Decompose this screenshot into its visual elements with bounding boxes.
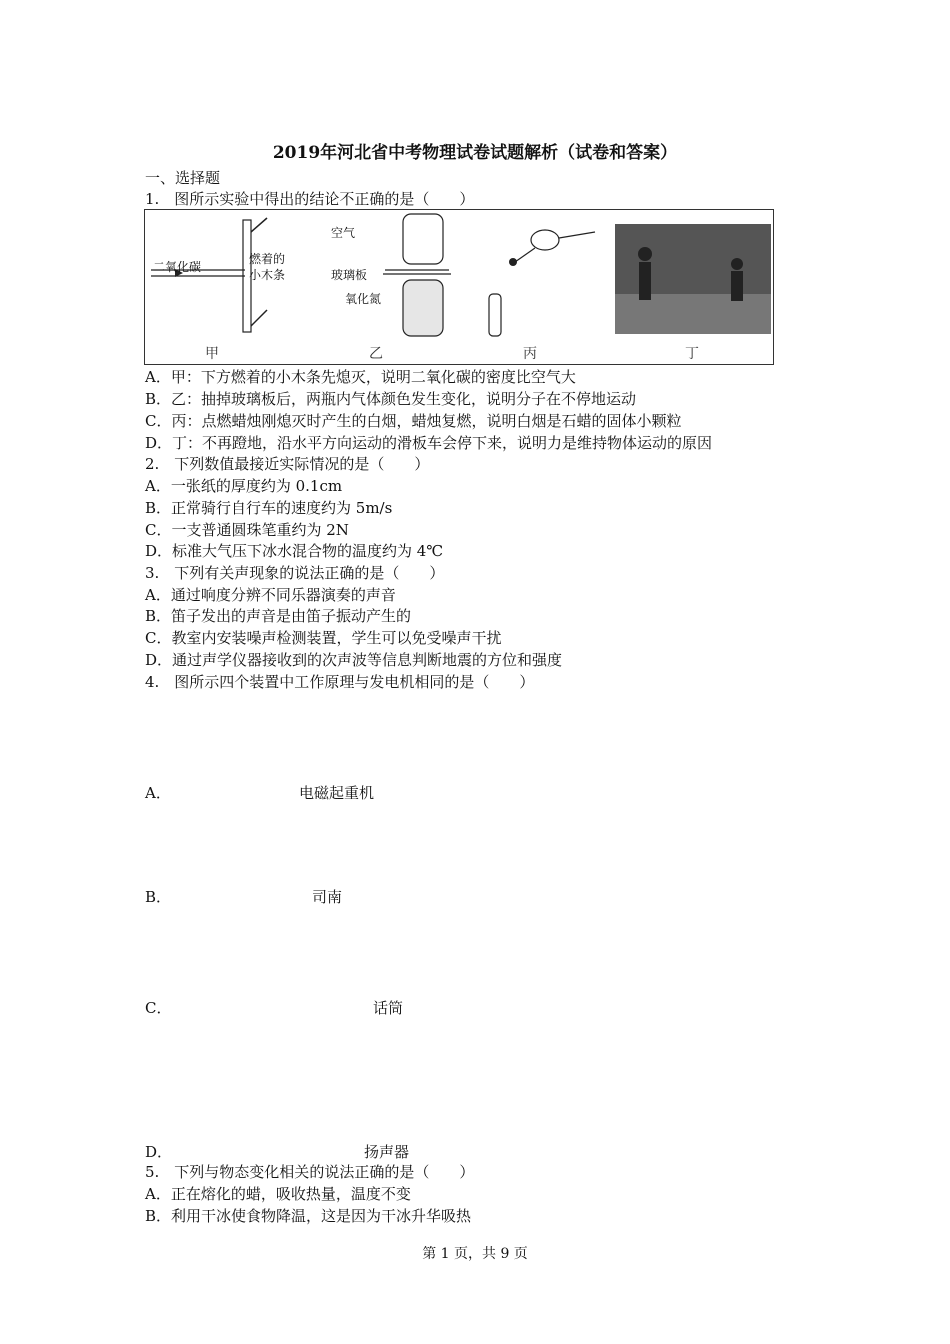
burning-label: 燃着的: [249, 252, 286, 266]
q2-option-c: C．一支普通圆珠笔重约为 2N: [145, 521, 349, 539]
page-footer: 第 1 页，共 9 页: [422, 1246, 528, 1262]
question-1-stem: 1. 图所示实验中得出的结论不正确的是（ ）: [145, 190, 475, 208]
q4-option-a-caption: 电磁起重机: [299, 784, 375, 802]
q1-option-c: C．丙：点燃蜡烛刚熄灭时产生的白烟，蜡烛复燃，说明白烟是石蜡的固体小颗粒: [145, 412, 682, 430]
question-5-stem: 5. 下列与物态变化相关的说法正确的是（ ）: [145, 1163, 475, 1181]
question-1-figure: [144, 209, 774, 365]
air-label: 空气: [331, 226, 356, 240]
q5-option-b: B．利用干冰使食物降温，这是因为干冰升华吸热: [145, 1207, 472, 1225]
question-2-stem: 2. 下列数值最接近实际情况的是（ ）: [145, 455, 430, 473]
q1-option-b: B．乙：抽掉玻璃板后，两瓶内气体颜色发生变化，说明分子在不停地运动: [145, 390, 637, 408]
experiment-ding-photo: [615, 224, 771, 334]
experiment-bing-diagram: [475, 210, 605, 345]
q4-option-d-letter: D．: [145, 1143, 173, 1161]
q4-option-c-letter: C．: [145, 999, 172, 1017]
page-title: 2019年河北省中考物理试卷试题解析（试卷和答案）: [272, 143, 678, 163]
question-3-stem: 3. 下列有关声现象的说法正确的是（ ）: [145, 564, 445, 582]
q3-option-d: D．通过声学仪器接收到的次声波等信息判断地震的方位和强度: [145, 651, 563, 669]
q4-option-d-caption: 扬声器: [364, 1143, 410, 1161]
q1-option-a: A．甲：下方燃着的小木条先熄灭，说明二氧化碳的密度比空气大: [145, 368, 576, 386]
q4-option-a-letter: A．: [145, 784, 171, 802]
wood-stick-label: 小木条: [249, 268, 286, 282]
q1-option-d: D．丁：不再蹬地，沿水平方向运动的滑板车会停下来，说明力是维持物体运动的原因: [145, 434, 713, 452]
gas-label: 氧化氮: [345, 292, 382, 306]
q4-option-c-caption: 话筒: [373, 999, 404, 1017]
caption-bing: 丙: [523, 346, 537, 362]
question-4-stem: 4. 图所示四个装置中工作原理与发电机相同的是（ ）: [145, 673, 535, 691]
q3-option-b: B．笛子发出的声音是由笛子振动产生的: [145, 607, 412, 625]
glass-plate-label: 玻璃板: [331, 268, 368, 282]
caption-jia: 甲: [205, 346, 219, 362]
caption-ding: 丁: [685, 346, 699, 362]
q2-option-d: D．标准大气压下冰水混合物的温度约为 4℃: [145, 542, 444, 560]
section-heading: 一、选择题: [145, 169, 221, 187]
q4-option-b-caption: 司南: [312, 888, 343, 906]
q2-option-a: A．一张纸的厚度约为 0.1cm: [145, 477, 343, 495]
co2-label: 二氧化碳: [153, 260, 202, 274]
q5-option-a: A．正在熔化的蜡，吸收热量，温度不变: [145, 1185, 411, 1203]
q4-option-b-letter: B．: [145, 888, 172, 906]
caption-yi: 乙: [369, 346, 383, 362]
q3-option-c: C．教室内安装噪声检测装置，学生可以免受噪声干扰: [145, 629, 502, 647]
q2-option-b: B．正常骑行自行车的速度约为 5m/s: [145, 499, 393, 517]
q3-option-a: A．通过响度分辨不同乐器演奏的声音: [145, 586, 396, 604]
